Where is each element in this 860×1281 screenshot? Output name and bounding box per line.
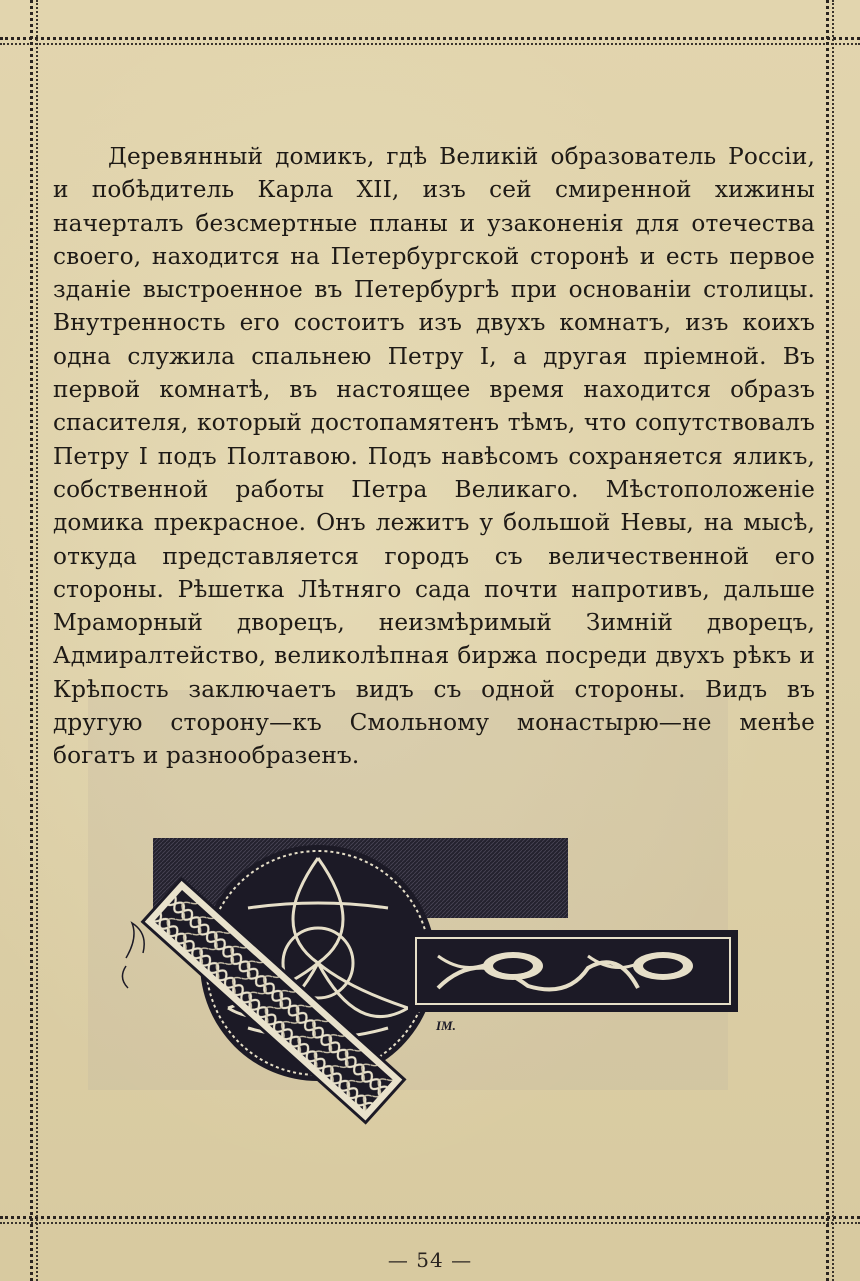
bottom-border-line [0, 1216, 860, 1219]
left-border-line-inner [36, 0, 38, 1281]
right-border-line-inner [832, 0, 834, 1281]
top-border-line-inner [0, 43, 860, 45]
body-paragraph: Деревянный домикъ, гдѣ Великій образователь Россіи, и побѣдитель Карла XII, изъ сей смиренной хижины начерталъ безсмертные планы и узаконенія для отечества своего, находится на Петербургской сторонѣ и есть первое зданіе выстроенное въ Петербургѣ при основаніи столицы. Внутренность его состоитъ изъ двухъ комнатъ, изъ коихъ одна служила спальнею Петру I, а другая пріемной. Въ первой комнатѣ, въ настоящее время находится образъ спасителя, который достопамятенъ тѣмъ, что сопутствовалъ Петру I подъ Полтавою. Подъ навѣсомъ сохраняется яликъ, собственной работы Петра Великаго. Мѣстоположеніе домика прекрасное. Онъ лежитъ у большой Невы, на мысѣ, откуда представляется городъ съ величественной его стороны. Рѣшетка Лѣтняго сада почти напротивъ, дальше Мраморный дворецъ, неизмѣримый Зимній дворецъ, Адмиралтейство, великолѣпная биржа посреди двухъ рѣкъ и Крѣпость заключаетъ видъ съ одной стороны. Видъ въ другую сторону—къ Смольному монастырю—не менѣе богатъ и разнообразенъ. [53, 143, 815, 770]
page-number: — 54 — [387, 1248, 473, 1272]
celtic-knotwork-ornament [118, 838, 743, 1143]
bottom-border-line-inner [0, 1222, 860, 1224]
top-border-line [0, 37, 860, 40]
ornament-signature: IM. [436, 1018, 456, 1033]
right-border-line [826, 0, 829, 1281]
body-text-block [53, 140, 815, 773]
left-border-line [30, 0, 33, 1281]
